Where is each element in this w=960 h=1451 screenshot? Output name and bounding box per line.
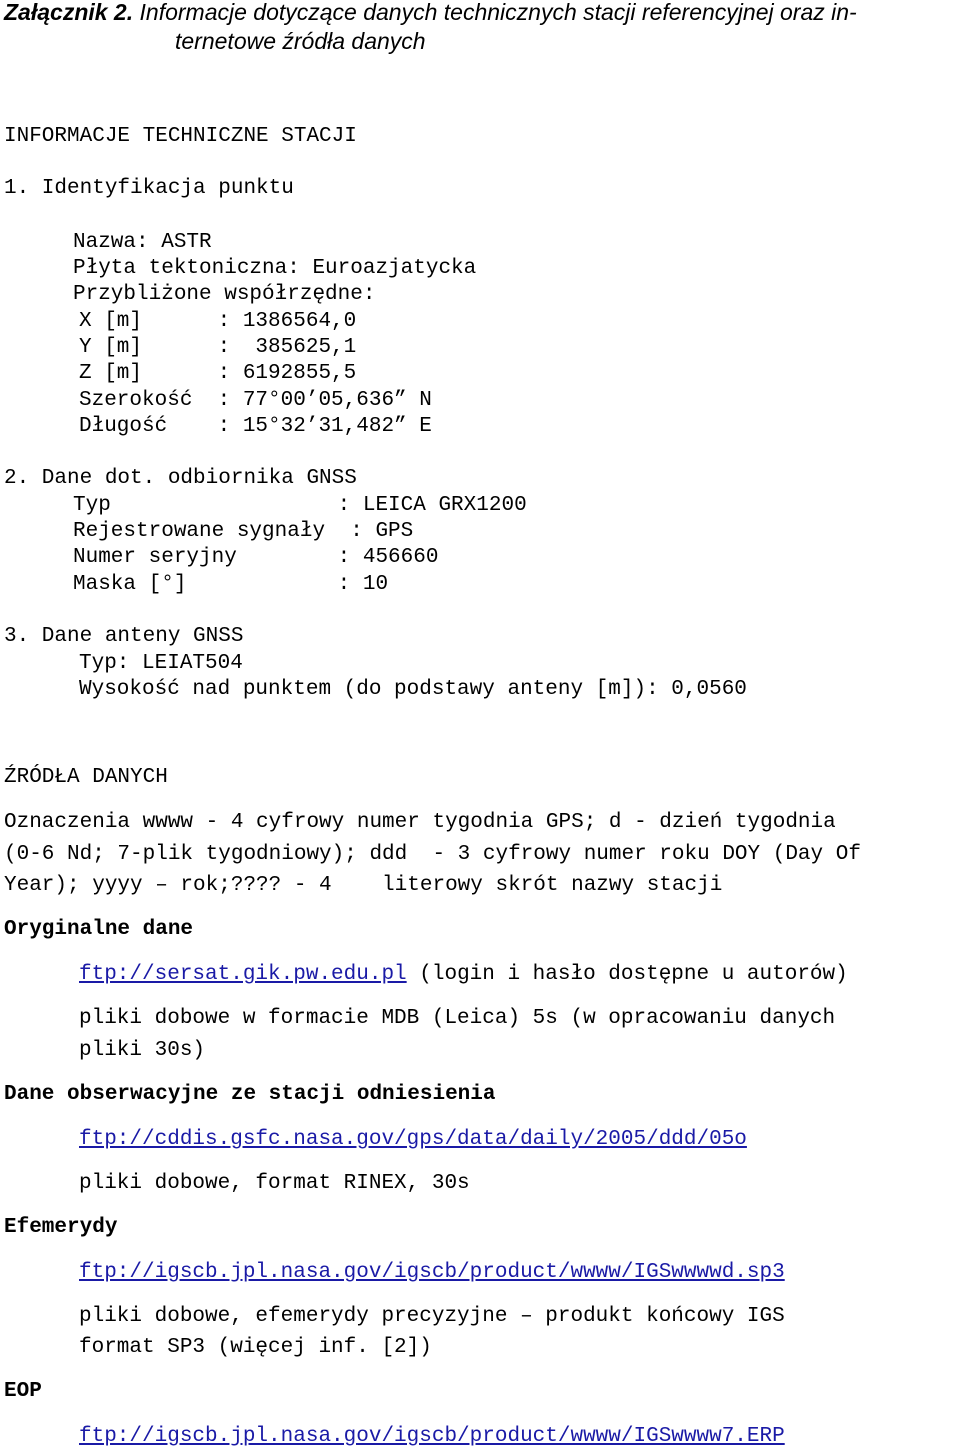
original-data-heading: Oryginalne dane (4, 918, 194, 941)
original-data-line (79, 962, 848, 988)
receiver-row-serial: Numer seryjny : 456660 (73, 546, 439, 569)
point-row-z: Z [m] : 6192855,5 (79, 362, 357, 385)
attachment-title (4, 0, 857, 26)
attachment-label: Załącznik 2. (4, 0, 134, 25)
ephemerides-desc2: format SP3 (więcej inf. [2]) (79, 1336, 432, 1359)
sources-legend-line2: (0-6 Nd; 7-plik tygodniowy); ddd - 3 cyfrowy numer roku DOY (Day Of (4, 843, 861, 866)
sources-heading: ŹRÓDŁA DANYCH (4, 766, 168, 789)
point-row-lat: Szerokość : 77°00’05,636” N (79, 389, 432, 412)
ephemerides-desc1: pliki dobowe, efemerydy precyzyjne – produkt końcowy IGS (79, 1305, 785, 1328)
ephemerides-heading: Efemerydy (4, 1216, 118, 1239)
section-technical-heading: INFORMACJE TECHNICZNE STACJI (4, 125, 357, 148)
sources-legend-line1: Oznaczenia wwww - 4 cyfrowy numer tygodnia GPS; d - dzień tygodnia (4, 811, 836, 834)
attachment-title-line2: ternetowe źródła danych (175, 28, 426, 54)
point-row-x: X [m] : 1386564,0 (79, 310, 357, 333)
observations-desc: pliki dobowe, format RINEX, 30s (79, 1172, 470, 1195)
original-data-link[interactable]: ftp://sersat.gik.pw.edu.pl (79, 963, 407, 986)
antenna-heading: 3. Dane anteny GNSS (4, 625, 244, 648)
eop-link[interactable]: ftp://igscb.jpl.nasa.gov/igscb/product/wwww/IGSwwww7.ERP (79, 1425, 785, 1448)
point-plate: Płyta tektoniczna: Euroazjatycka (73, 257, 477, 280)
observations-link[interactable]: ftp://cddis.gsfc.nasa.gov/gps/data/daily/2005/ddd/05o (79, 1128, 747, 1151)
original-data-desc2: pliki 30s) (79, 1039, 206, 1062)
point-row-y: Y [m] : 385625,1 (79, 336, 357, 359)
antenna-height: Wysokość nad punktem (do podstawy anteny [m]): 0,0560 (79, 678, 747, 701)
receiver-row-mask: Maska [°] : 10 (73, 573, 389, 596)
sources-legend-line3: Year); yyyy – rok;???? - 4 literowy skrót nazwy stacji (4, 874, 723, 897)
point-approx-label: Przybliżone współrzędne: (73, 283, 376, 306)
original-data-link-note: (login i hasło dostępne u autorów) (406, 963, 848, 986)
original-data-desc1: pliki dobowe w formacie MDB (Leica) 5s (w opracowaniu danych (79, 1007, 836, 1030)
antenna-type: Typ: LEIAT504 (79, 652, 243, 675)
attachment-title-line1: Informacje dotyczące danych technicznych stacji referencyjnej oraz in- (133, 0, 857, 25)
point-heading: 1. Identyfikacja punktu (4, 177, 294, 200)
receiver-row-signals: Rejestrowane sygnały : GPS (73, 520, 414, 543)
ephemerides-link[interactable]: ftp://igscb.jpl.nasa.gov/igscb/product/wwww/IGSwwwwd.sp3 (79, 1261, 785, 1284)
receiver-heading: 2. Dane dot. odbiornika GNSS (4, 467, 357, 490)
observations-heading: Dane obserwacyjne ze stacji odniesienia (4, 1083, 496, 1106)
point-row-lon: Długość : 15°32’31,482” E (79, 415, 432, 438)
point-name: Nazwa: ASTR (73, 231, 212, 254)
receiver-row-type: Typ : LEICA GRX1200 (73, 494, 527, 517)
eop-heading: EOP (4, 1380, 42, 1403)
